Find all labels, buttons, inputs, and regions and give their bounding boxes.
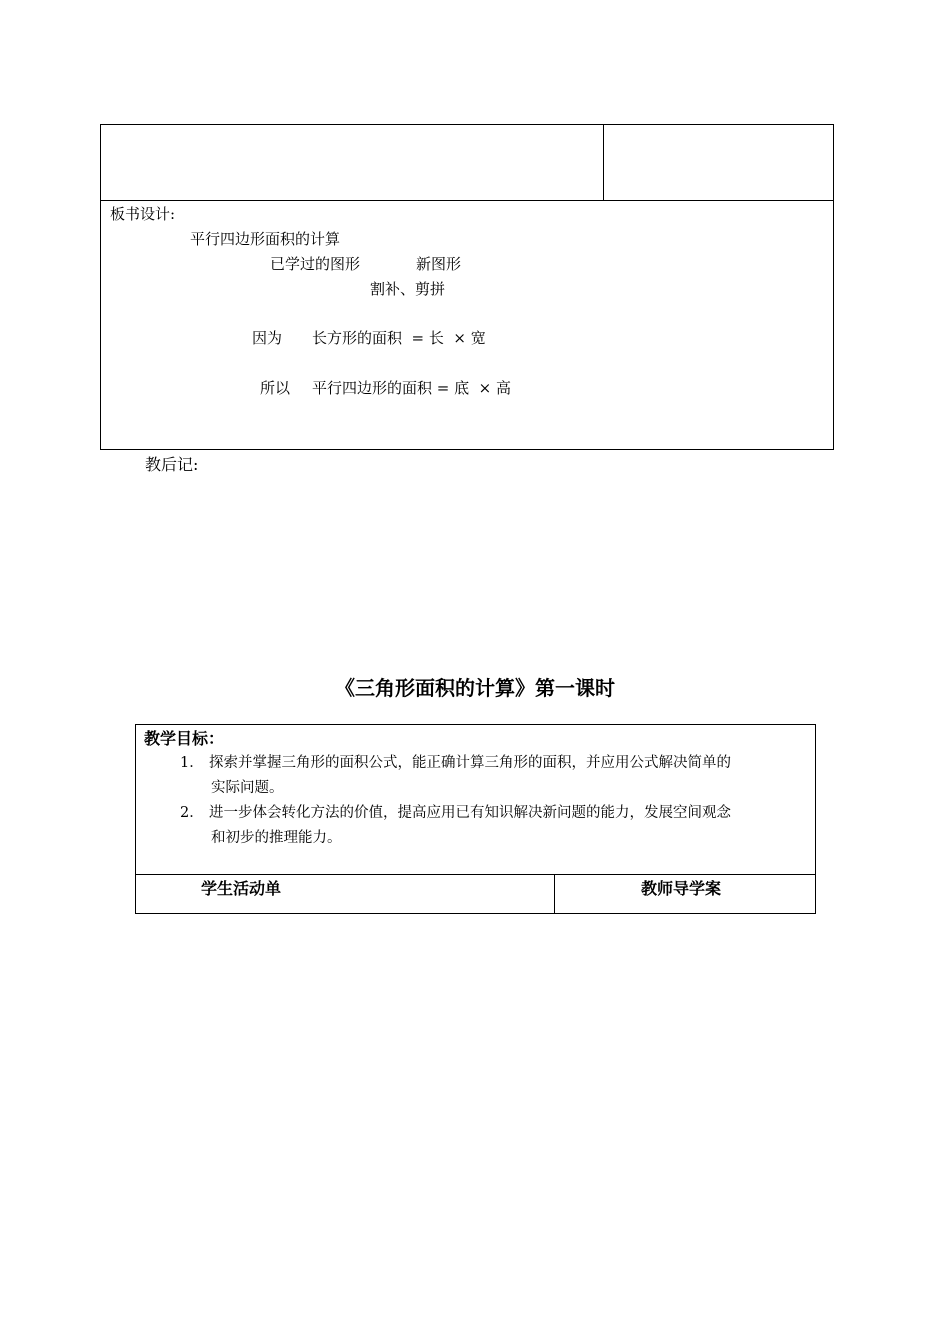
objective-1-line-1: 探索并掌握三角形的面积公式，能正确计算三角形的面积，并应用公式解决简单的 [209, 755, 731, 771]
board-design-table [100, 124, 834, 450]
therefore-label: 所以 [260, 379, 291, 397]
student-activity-header: 学生活动单 [201, 879, 282, 898]
objective-2-number: 2． [180, 805, 204, 821]
board-design-heading: 平行四边形面积的计算 [190, 230, 341, 248]
because-formula: 长方形的面积 = 长 × 宽 [312, 329, 486, 347]
therefore-formula: 平行四边形的面积 = 底 × 高 [312, 379, 511, 397]
teacher-guide-header: 教师导学案 [641, 879, 722, 898]
objective-1-line-2: 实际问题。 [211, 780, 284, 796]
after-class-note: 教后记: [145, 455, 199, 474]
board-table-row-divider [100, 200, 834, 201]
objectives-table-column-divider [554, 874, 555, 914]
objective-1-number: 1． [180, 755, 204, 771]
objective-2-line-1: 进一步体会转化方法的价值，提高应用已有知识解决新问题的能力，发展空间观念 [209, 805, 731, 821]
objectives-table-row-divider [135, 874, 816, 875]
board-design-label: 板书设计: [110, 205, 176, 223]
learned-shape-text: 已学过的图形 [270, 255, 361, 273]
board-table-column-divider [603, 124, 604, 201]
objectives-label: 教学目标： [144, 729, 225, 748]
objective-2-line-2: 和初步的推理能力。 [211, 830, 342, 846]
method-text: 割补、剪拼 [370, 280, 446, 298]
because-label: 因为 [252, 329, 283, 347]
lesson-title: 《三角形面积的计算》第一课时 [335, 676, 615, 700]
new-shape-text: 新图形 [416, 255, 462, 273]
